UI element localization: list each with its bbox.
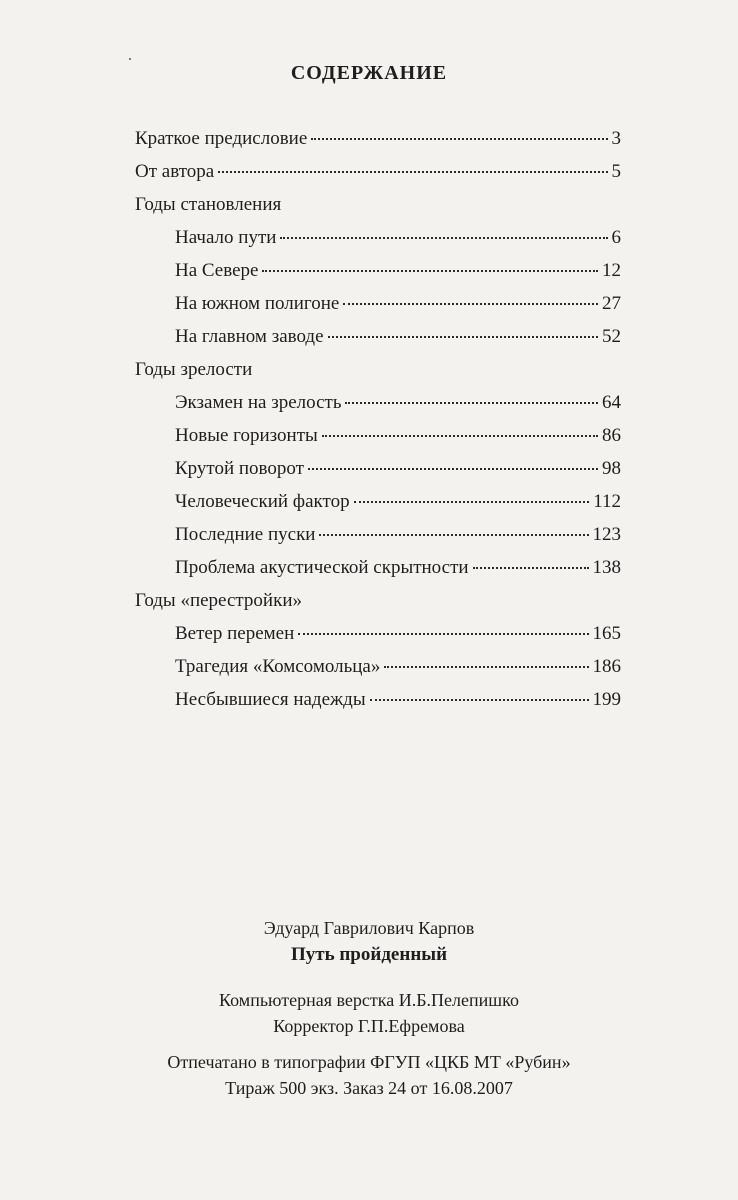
toc-entry xyxy=(135,617,621,650)
toc-entry-label: Последние пуски xyxy=(175,524,316,545)
toc-page-number: 52 xyxy=(602,326,621,347)
corrector-credit: Корректор Г.П.Ефремова xyxy=(273,1016,465,1036)
toc-entry xyxy=(135,452,621,485)
book-title: Путь пройденный xyxy=(290,944,448,965)
author-name: Эдуард Гаврилович Карпов xyxy=(263,918,475,938)
toc-entry xyxy=(135,320,621,353)
toc-entry-label: Проблема акустической скрытности xyxy=(175,557,469,578)
toc-entry-label: На Севере xyxy=(175,260,259,281)
colophon xyxy=(0,915,738,1101)
toc-page-number: 165 xyxy=(592,623,621,644)
toc-entry-label: Годы становления xyxy=(135,194,282,215)
toc-page-number: 27 xyxy=(602,293,621,314)
toc-page-number: 6 xyxy=(611,227,621,248)
toc-entry xyxy=(135,386,621,419)
dot-leader xyxy=(218,171,607,173)
dot-leader xyxy=(322,435,598,437)
toc-page-number: 123 xyxy=(592,524,621,545)
toc-page-number: 3 xyxy=(611,128,621,149)
toc-entry xyxy=(135,683,621,716)
toc-page-number: 186 xyxy=(592,656,621,677)
dot-leader xyxy=(328,336,598,338)
toc-entry xyxy=(135,254,621,287)
toc-entry xyxy=(135,419,621,452)
toc-entry-label: Несбывшиеся надежды xyxy=(175,689,366,710)
toc-page-number: 86 xyxy=(602,425,621,446)
toc-page-number: 112 xyxy=(593,491,621,512)
toc-entry-label: Экзамен на зрелость xyxy=(175,392,342,413)
print-speck xyxy=(129,58,131,60)
toc-entry-label: На главном заводе xyxy=(175,326,324,347)
toc-entry-label: На южном полигоне xyxy=(175,293,340,314)
dot-leader xyxy=(345,402,598,404)
dot-leader xyxy=(319,534,588,536)
toc-title: СОДЕРЖАНИЕ xyxy=(290,62,448,84)
dot-leader xyxy=(384,666,588,668)
dot-leader xyxy=(343,303,598,305)
toc-entry xyxy=(135,122,621,155)
layout-credit: Компьютерная верстка И.Б.Пелепишко xyxy=(219,990,519,1010)
toc-page-number: 138 xyxy=(592,557,621,578)
table-of-contents xyxy=(135,122,621,716)
toc-entry-label: Годы зрелости xyxy=(135,359,253,380)
toc-section-heading xyxy=(135,188,621,221)
dot-leader xyxy=(298,633,588,635)
print-run: Тираж 500 экз. Заказ 24 от 16.08.2007 xyxy=(225,1078,513,1098)
toc-entry xyxy=(135,287,621,320)
toc-page-number: 64 xyxy=(602,392,621,413)
toc-entry-label: Человеческий фактор xyxy=(175,491,350,512)
toc-entry-label: Годы «перестройки» xyxy=(135,590,302,611)
toc-entry-label: Трагедия «Комсомольца» xyxy=(175,656,381,677)
toc-entry-label: От автора xyxy=(135,161,215,182)
toc-entry xyxy=(135,518,621,551)
toc-section-heading xyxy=(135,584,621,617)
toc-page-number: 199 xyxy=(592,689,621,710)
toc-entry xyxy=(135,551,621,584)
printing-house: Отпечатано в типографии ФГУП «ЦКБ МТ «Рубин» xyxy=(167,1052,571,1072)
toc-page-number: 5 xyxy=(611,161,621,182)
dot-leader xyxy=(311,138,607,140)
dot-leader xyxy=(308,468,598,470)
dot-leader xyxy=(354,501,590,503)
toc-entry-label: Краткое предисловие xyxy=(135,128,308,149)
toc-entry xyxy=(135,485,621,518)
toc-entry-label: Начало пути xyxy=(175,227,277,248)
toc-entry-label: Крутой поворот xyxy=(175,458,304,479)
toc-page-number: 98 xyxy=(602,458,621,479)
dot-leader xyxy=(262,270,598,272)
toc-entry xyxy=(135,155,621,188)
dot-leader xyxy=(280,237,607,239)
toc-section-heading xyxy=(135,353,621,386)
toc-entry-label: Ветер перемен xyxy=(175,623,295,644)
toc-entry xyxy=(135,650,621,683)
toc-entry-label: Новые горизонты xyxy=(175,425,318,446)
toc-page-number: 12 xyxy=(602,260,621,281)
toc-entry xyxy=(135,221,621,254)
dot-leader xyxy=(473,567,589,569)
dot-leader xyxy=(370,699,589,701)
